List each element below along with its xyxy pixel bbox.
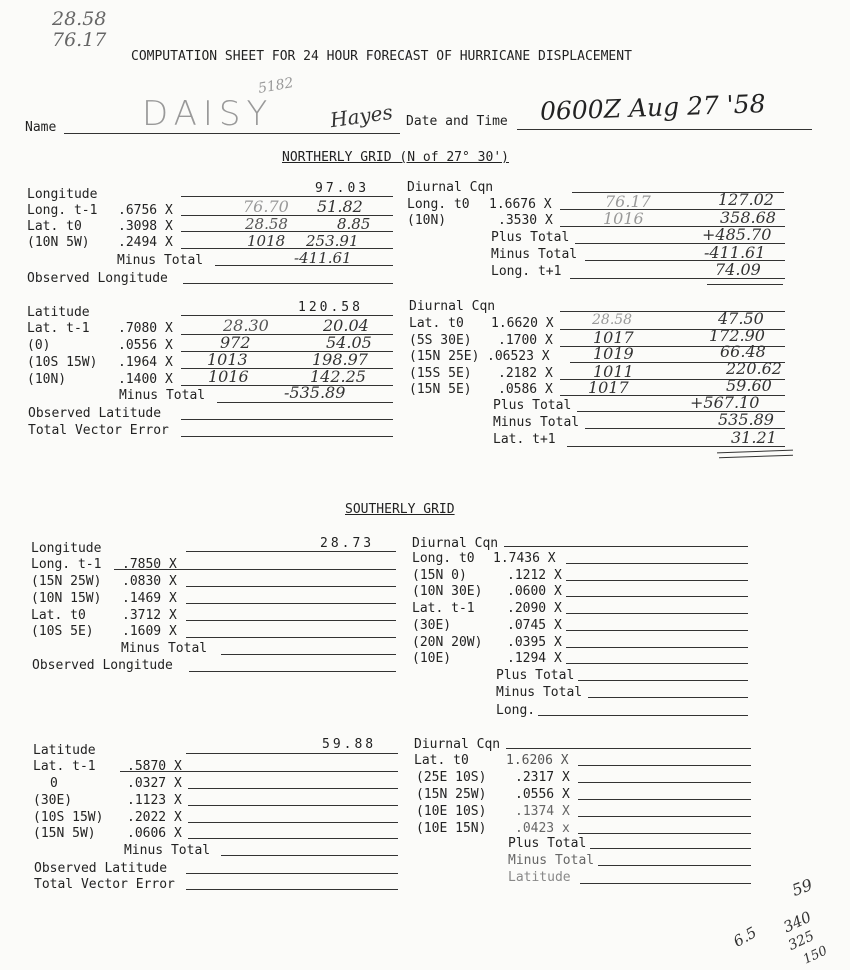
row-label: Long. t-1	[31, 557, 102, 572]
total-line	[217, 402, 393, 403]
minus-total-label: Minus Total	[491, 247, 578, 262]
row-label: (10N)	[407, 213, 447, 228]
row-label: (15N 25W)	[416, 787, 487, 802]
southerly-heading: SOUTHERLY GRID	[345, 502, 455, 517]
margin-note: 150	[800, 943, 830, 968]
row-label: (30E)	[33, 793, 73, 808]
observed-lat-label: Observed Latitude	[28, 406, 162, 421]
row-coef: .7850 X	[122, 557, 177, 572]
total-line	[590, 848, 751, 849]
double-underline	[717, 450, 793, 454]
lon-label: Longitude	[31, 541, 102, 556]
hw-value: 47.50	[718, 309, 764, 328]
row-coef: .2182 X	[498, 366, 553, 381]
date-value: 0600Z Aug 27 '58	[539, 89, 766, 126]
row-line	[186, 620, 396, 621]
date-label: Date and Time	[406, 114, 508, 129]
observed-line	[183, 283, 393, 284]
total-line	[588, 697, 748, 698]
hw-value: 1017	[588, 378, 629, 397]
hw-value: 220.62	[726, 359, 782, 378]
row-line	[578, 765, 751, 766]
row-label: (15S 5E)	[409, 366, 472, 381]
row-label: 0	[50, 776, 58, 791]
hw-value: 253.91	[306, 232, 359, 250]
lat-value: 59.88	[322, 737, 377, 752]
row-line	[188, 822, 398, 823]
hw-value: 535.89	[718, 410, 774, 429]
hw-value: 142.25	[310, 367, 366, 386]
lat-label: Latitude	[27, 305, 90, 320]
hw-value: 74.09	[715, 260, 761, 279]
result-label: Long.	[496, 703, 536, 718]
dc-label: Diurnal Cqn	[409, 299, 496, 314]
row-label: (10S 15W)	[33, 810, 104, 825]
row-label: Long. t0	[407, 197, 470, 212]
row-label: (15N 25W)	[31, 574, 102, 589]
row-line	[578, 782, 751, 783]
dc-label: Diurnal Cqn	[414, 737, 501, 752]
hw-value: 1011	[593, 362, 634, 381]
plus-total-label: Plus Total	[496, 668, 575, 683]
margin-note: 325	[785, 928, 817, 954]
row-label: (5S 30E)	[409, 333, 472, 348]
total-line	[221, 855, 398, 856]
row-label: (15N 5W)	[33, 826, 96, 841]
row-coef: 1.7436 X	[493, 551, 556, 566]
hw-value: 20.04	[323, 316, 369, 335]
row-label: (10N 15W)	[31, 591, 102, 606]
row-label: (10E)	[412, 651, 452, 666]
hw-value: 1016	[208, 367, 249, 386]
row-label: Long. t0	[412, 551, 475, 566]
hw-value: 198.97	[312, 350, 368, 369]
row-coef: .1609 X	[122, 624, 177, 639]
row-label: (25E 10S)	[416, 770, 487, 785]
row-label: Lat. t0	[31, 608, 86, 623]
row-coef: .0586 X	[498, 382, 553, 397]
row-coef: 1.6676 X	[489, 197, 552, 212]
row-coef: .0606 X	[127, 826, 182, 841]
northerly-heading: NORTHERLY GRID (N of 27° 30')	[282, 150, 509, 165]
hw-value: 172.90	[709, 326, 765, 345]
row-coef: .1400 X	[118, 372, 173, 387]
rule	[186, 551, 396, 552]
page-title: COMPUTATION SHEET FOR 24 HOUR FORECAST OF HURRICANE DISPLACEMENT	[131, 49, 632, 64]
row-coef: .6756 X	[118, 203, 173, 218]
minus-total-label: Minus Total	[124, 843, 211, 858]
row-coef: .2317 X	[515, 770, 570, 785]
date-line	[517, 129, 812, 130]
row-label: (15N 5E)	[409, 382, 472, 397]
row-line	[188, 788, 398, 789]
row-coef: .1374 X	[515, 804, 570, 819]
tve-line	[181, 436, 393, 437]
hw-value: 1019	[593, 344, 634, 363]
row-line	[566, 563, 748, 564]
row-coef: .5870 X	[127, 759, 182, 774]
row-label: (30E)	[412, 618, 452, 633]
lat-value: 120.58	[298, 300, 363, 315]
hw-value: 51.82	[317, 197, 363, 216]
row-label: (15N 0)	[412, 568, 467, 583]
row-label: Lat. t0	[27, 219, 82, 234]
rule	[186, 753, 398, 754]
lon-label: Longitude	[27, 187, 98, 202]
row-coef: .3098 X	[118, 219, 173, 234]
plus-total-label: Plus Total	[491, 230, 570, 245]
total-line	[578, 680, 748, 681]
row-line	[578, 799, 751, 800]
row-coef: 1.6206 X	[506, 753, 569, 768]
name-note: 5182	[256, 75, 295, 97]
hw-value: -411.61	[704, 243, 766, 262]
total-line	[538, 715, 748, 716]
row-coef: .2494 X	[118, 235, 173, 250]
row-coef: .2022 X	[127, 810, 182, 825]
margin-note: 59	[789, 875, 815, 900]
row-label: (0)	[27, 338, 51, 353]
row-coef: .0423 x	[515, 821, 570, 836]
row-label: Lat. t0	[414, 753, 469, 768]
minus-total-label: Minus Total	[508, 853, 595, 868]
dc-label: Diurnal Cqn	[407, 180, 494, 195]
row-line	[566, 596, 748, 597]
row-coef: .0327 X	[127, 776, 182, 791]
rule	[504, 546, 748, 547]
row-coef: .3530 X	[498, 213, 553, 228]
hw-value: 1017	[593, 328, 634, 347]
minus-total-label: Minus Total	[121, 641, 208, 656]
hw-value: 76.17	[605, 192, 651, 211]
row-line	[566, 630, 748, 631]
hw-value: 28.30	[223, 316, 269, 335]
row-label: Lat. t-1	[27, 321, 90, 336]
tve-label: Total Vector Error	[28, 423, 169, 438]
row-line	[566, 613, 748, 614]
row-line	[120, 771, 398, 772]
hw-value: -411.61	[294, 249, 352, 267]
total-line	[598, 865, 751, 866]
row-line	[578, 816, 751, 817]
hw-value: 59.60	[726, 376, 772, 395]
row-coef: .1964 X	[118, 355, 173, 370]
row-coef: .0600 X	[507, 584, 562, 599]
margin-note: 28.58	[52, 8, 107, 30]
row-coef: .1123 X	[127, 793, 182, 808]
hw-value: 1018	[247, 232, 286, 250]
observed-lon-label: Observed Longitude	[32, 658, 173, 673]
name-value: DAISY	[142, 94, 274, 134]
row-label: (10S 15W)	[27, 355, 98, 370]
hw-value: -535.89	[284, 383, 346, 402]
row-line	[186, 603, 396, 604]
row-line	[186, 586, 396, 587]
row-coef: .1294 X	[507, 651, 562, 666]
minus-total-label: Minus Total	[496, 685, 583, 700]
hw-value: 66.48	[720, 342, 766, 361]
row-label: (10S 5E)	[31, 624, 94, 639]
margin-note: 340	[780, 907, 815, 937]
row-line	[578, 833, 751, 834]
initials: Hayes	[328, 99, 395, 133]
row-label: (20N 20W)	[412, 635, 483, 650]
minus-total-label: Minus Total	[493, 415, 580, 430]
lon-value: 28.73	[320, 536, 375, 551]
row-label: (10E 10S)	[416, 804, 487, 819]
hw-value: 54.05	[326, 333, 372, 352]
hw-value: 8.85	[337, 215, 371, 233]
row-coef: 1.6620 X	[491, 316, 554, 331]
row-line	[566, 580, 748, 581]
lat-label: Latitude	[33, 743, 96, 758]
row-coef: .0556 X	[515, 787, 570, 802]
row-coef: .3712 X	[122, 608, 177, 623]
minus-total-label: Minus Total	[119, 388, 206, 403]
row-line	[188, 805, 398, 806]
row-line	[181, 248, 393, 249]
tve-label: Total Vector Error	[34, 877, 175, 892]
row-coef: .0745 X	[507, 618, 562, 633]
row-label: (10N 5W)	[27, 235, 90, 250]
hw-value: 1016	[603, 209, 644, 228]
result-label: Long. t+1	[491, 264, 562, 279]
hw-value: +567.10	[690, 393, 760, 412]
hw-value: 1013	[207, 350, 248, 369]
row-label: (10N 30E)	[412, 584, 483, 599]
row-coef: .7080 X	[118, 321, 173, 336]
observed-lon-label: Observed Longitude	[27, 271, 168, 286]
tve-line	[186, 889, 398, 890]
result-label: Latitude	[508, 870, 571, 885]
hw-value: 76.70	[243, 197, 289, 216]
observed-line	[189, 671, 396, 672]
margin-note: 76.17	[52, 29, 107, 51]
hw-value: +485.70	[702, 225, 772, 244]
observed-line	[181, 419, 393, 420]
row-coef: .0830 X	[122, 574, 177, 589]
total-line	[221, 654, 396, 655]
hw-value: 31.21	[731, 428, 777, 447]
hw-value: 28.58	[592, 312, 633, 328]
row-coef: .1700 X	[498, 333, 553, 348]
row-coef: .0395 X	[507, 635, 562, 650]
observed-lat-label: Observed Latitude	[34, 861, 168, 876]
total-line	[580, 883, 751, 884]
row-label: (10N)	[27, 372, 67, 387]
lon-value: 97.03	[315, 181, 370, 196]
row-label: Long. t-1	[27, 203, 98, 218]
result-label: Lat. t+1	[493, 432, 556, 447]
row-line	[186, 637, 396, 638]
plus-total-label: Plus Total	[508, 836, 587, 851]
hw-value: 28.58	[245, 215, 288, 233]
row-line	[114, 569, 396, 570]
row-label: Lat. t0	[409, 316, 464, 331]
observed-line	[186, 873, 398, 874]
row-coef: .0556 X	[118, 338, 173, 353]
hw-value: 127.02	[718, 190, 774, 209]
dc-label: Diurnal Cqn	[412, 536, 499, 551]
row-coef: .1469 X	[122, 591, 177, 606]
double-underline	[707, 284, 783, 285]
row-line	[188, 838, 398, 839]
double-underline	[719, 455, 793, 459]
hw-value: 358.68	[720, 208, 776, 227]
margin-note: 6.5	[730, 923, 760, 951]
row-coef: .2090 X	[507, 601, 562, 616]
row-label: Lat. t-1	[412, 601, 475, 616]
plus-total-label: Plus Total	[493, 398, 572, 413]
row-label: Lat. t-1	[33, 759, 96, 774]
rule	[506, 748, 751, 749]
hw-value: 972	[220, 333, 251, 352]
row-coef: .06523 X	[487, 349, 550, 364]
row-label: (10E 15N)	[416, 821, 487, 836]
minus-total-label: Minus Total	[117, 253, 204, 268]
row-line	[566, 663, 748, 664]
row-line	[566, 647, 748, 648]
row-label: (15N 25E)	[409, 349, 480, 364]
name-label: Name	[25, 120, 57, 135]
row-coef: .1212 X	[507, 568, 562, 583]
